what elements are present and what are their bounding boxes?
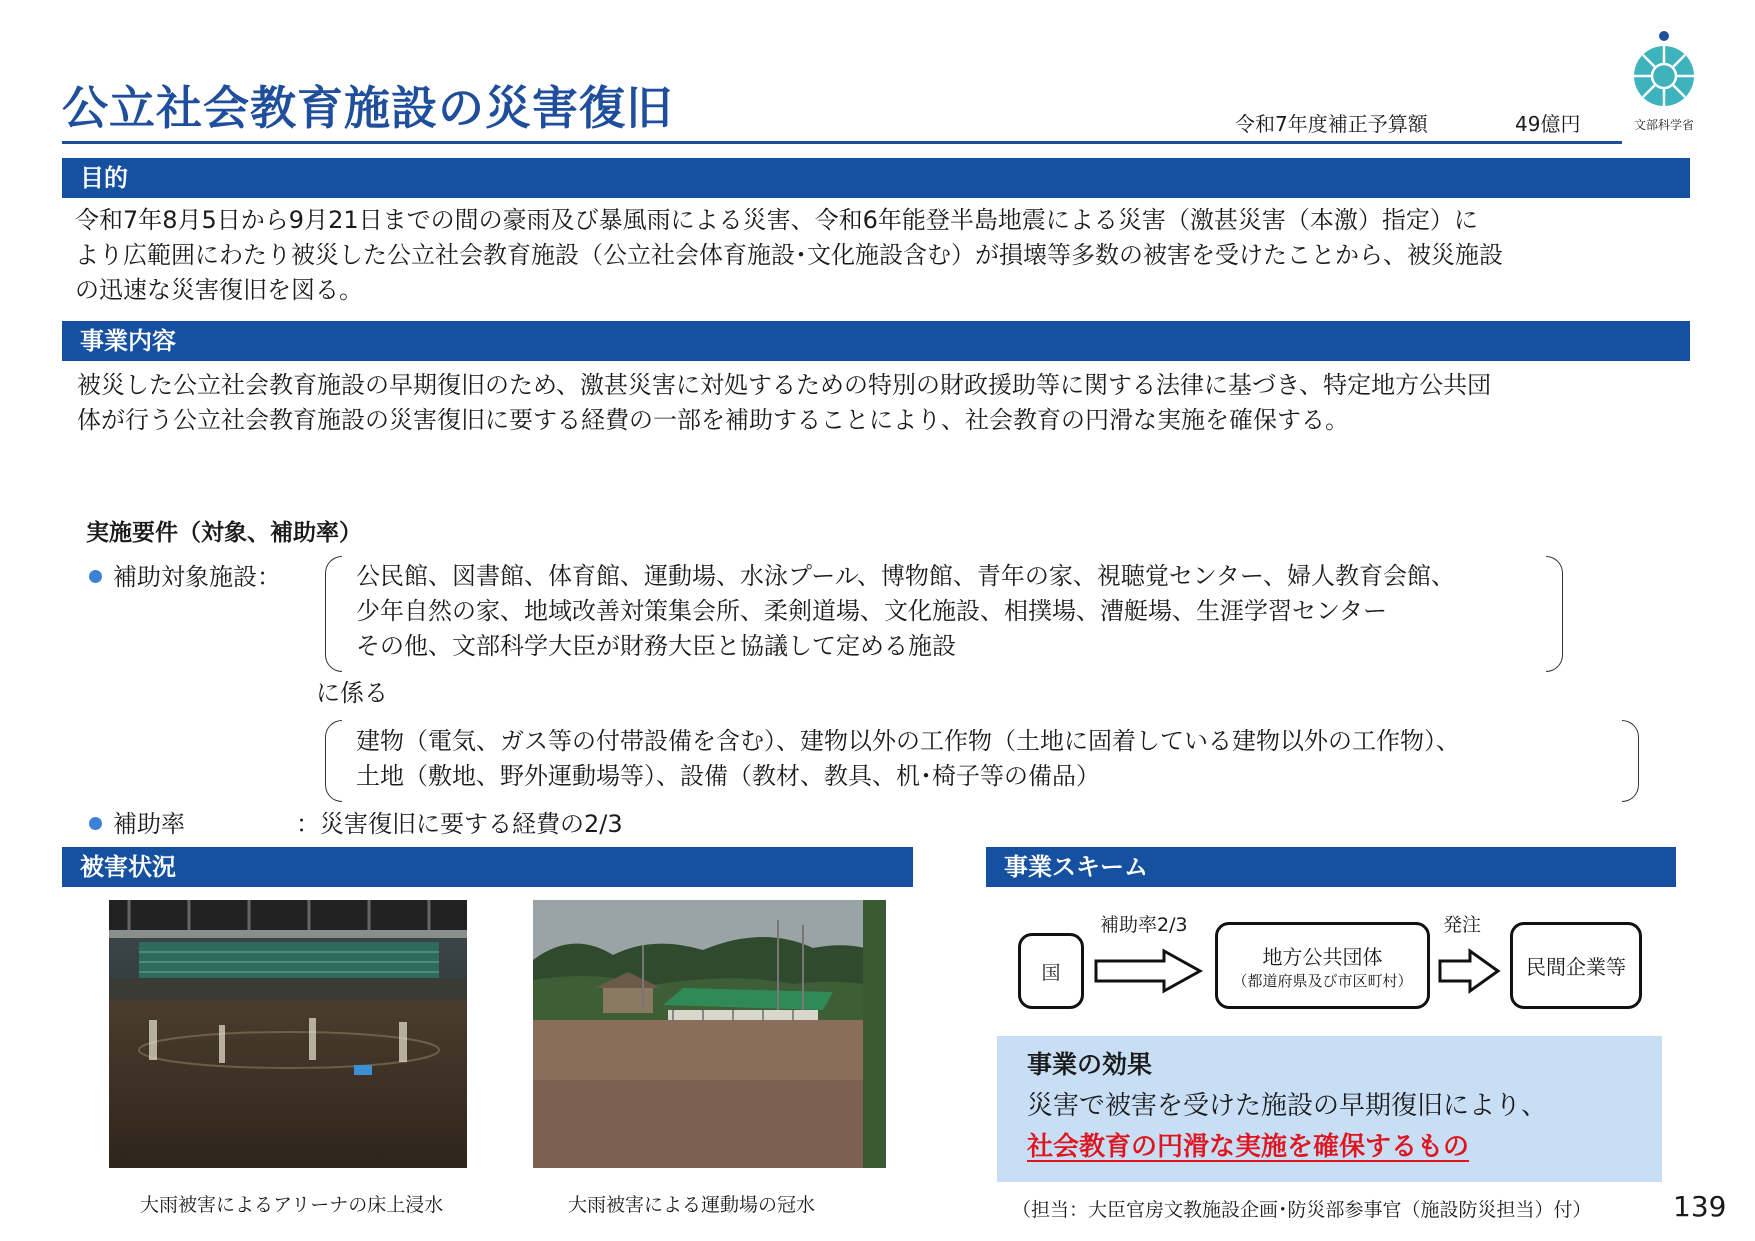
contact-footer: （担当：大臣官房文教施設企画･防災部参事官（施設防災担当）付） xyxy=(1012,1199,1592,1221)
objects-line: 建物（電気、ガス等の付帯設備を含む）、建物以外の工作物（土地に固着している建物以外の工作物）、 xyxy=(356,727,1460,755)
purpose-line: より広範囲にわたり被災した公立社会教育施設（公立社会体育施設･文化施設含む）が損壊等多数の被害を受けたことから、被災施設 xyxy=(75,241,1503,269)
field-flood-photo xyxy=(533,900,886,1168)
damage-heading: 被害状況 xyxy=(80,853,176,881)
effect-emphasis: 社会教育の円滑な実施を確保するもの xyxy=(1027,1132,1470,1162)
scheme-heading: 事業スキーム xyxy=(1004,853,1148,881)
country-box xyxy=(1018,933,1084,1009)
purpose-heading-bar xyxy=(62,158,1690,198)
arena-flood-photo xyxy=(109,900,467,1168)
content-line: 被災した公立社会教育施設の早期復旧のため、激甚災害に対処するための特別の財政援助等に関する法律に基づき、特定地方公共団 xyxy=(77,371,1492,399)
facilities-list xyxy=(356,559,1455,664)
scheme-heading-bar xyxy=(986,847,1676,887)
rate-label: 補助率 xyxy=(113,810,185,838)
facilities-line: 少年自然の家、地域改善対策集会所、柔剣道場、文化施設、相撲場、漕艇場、生涯学習センター xyxy=(356,597,1388,625)
purpose-heading: 目的 xyxy=(80,164,128,192)
content-heading-bar xyxy=(62,321,1690,361)
connector-text: に係る xyxy=(316,679,388,707)
right-bracket xyxy=(1622,720,1639,802)
logo-text: 文部科学省 xyxy=(1633,118,1694,132)
page-number: 139 xyxy=(1673,1190,1727,1223)
objects-list xyxy=(356,724,1460,794)
order-label: 発注 xyxy=(1443,914,1482,936)
left-bracket xyxy=(325,720,342,802)
bullet-icon xyxy=(89,817,102,830)
arrow-right-icon xyxy=(1438,948,1502,994)
facilities-line: 公民館、図書館、体育館、運動場、水泳プール、博物館、青年の家、視聴覚センター、婦人教育会館、 xyxy=(356,562,1455,590)
private-company-box xyxy=(1510,922,1642,1009)
left-bracket xyxy=(325,556,342,672)
requirements-heading: 実施要件（対象、補助率） xyxy=(86,520,362,546)
subsidy-rate-label: 補助率2/3 xyxy=(1100,914,1188,936)
damage-heading-bar xyxy=(62,847,913,887)
budget-label: 令和7年度補正予算額 xyxy=(1235,112,1428,136)
photo2-caption: 大雨被害による運動場の冠水 xyxy=(568,1194,816,1216)
content-line: 体が行う公立社会教育施設の災害復旧に要する経費の一部を補助することにより、社会教育の円滑な実施を確保する。 xyxy=(77,406,1349,434)
page-title: 公立社会教育施設の災害復旧 xyxy=(62,81,673,135)
right-bracket xyxy=(1546,556,1563,672)
budget-value: 49億円 xyxy=(1515,112,1581,136)
purpose-line: 令和7年8月5日から9月21日までの間の豪雨及び暴風雨による災害、令和6年能登半島地震による災害（激甚災害（本激）指定）に xyxy=(75,206,1478,234)
photo1-caption: 大雨被害によるアリーナの床上浸水 xyxy=(140,1194,444,1216)
private-company-label: 民間企業等 xyxy=(1526,955,1626,979)
facilities-line: その他、文部科学大臣が財務大臣と協議して定める施設 xyxy=(356,632,956,660)
facilities-label: 補助対象施設： xyxy=(113,563,281,591)
purpose-text xyxy=(75,203,1695,308)
country-label: 国 xyxy=(1041,961,1061,984)
purpose-line: の迅速な災害復旧を図る。 xyxy=(75,276,363,304)
content-heading: 事業内容 xyxy=(80,327,176,355)
content-text xyxy=(77,368,1697,438)
arrow-right-icon xyxy=(1094,948,1204,994)
local-government-sub: （都道府県及び市区町村） xyxy=(1232,971,1413,990)
effect-text: 災害で被害を受けた施設の早期復旧により、 xyxy=(1027,1091,1548,1121)
local-government-label: 地方公共団体 xyxy=(1262,944,1383,969)
title-underline xyxy=(62,141,1622,144)
bullet-icon xyxy=(89,570,102,583)
rate-value: ：災害復旧に要する経費の2/3 xyxy=(296,810,623,838)
effect-title: 事業の効果 xyxy=(1027,1050,1153,1079)
objects-line: 土地（敷地、野外運動場等）、設備（教材、教具、机･椅子等の備品） xyxy=(356,762,1100,790)
local-government-box xyxy=(1215,922,1430,1009)
